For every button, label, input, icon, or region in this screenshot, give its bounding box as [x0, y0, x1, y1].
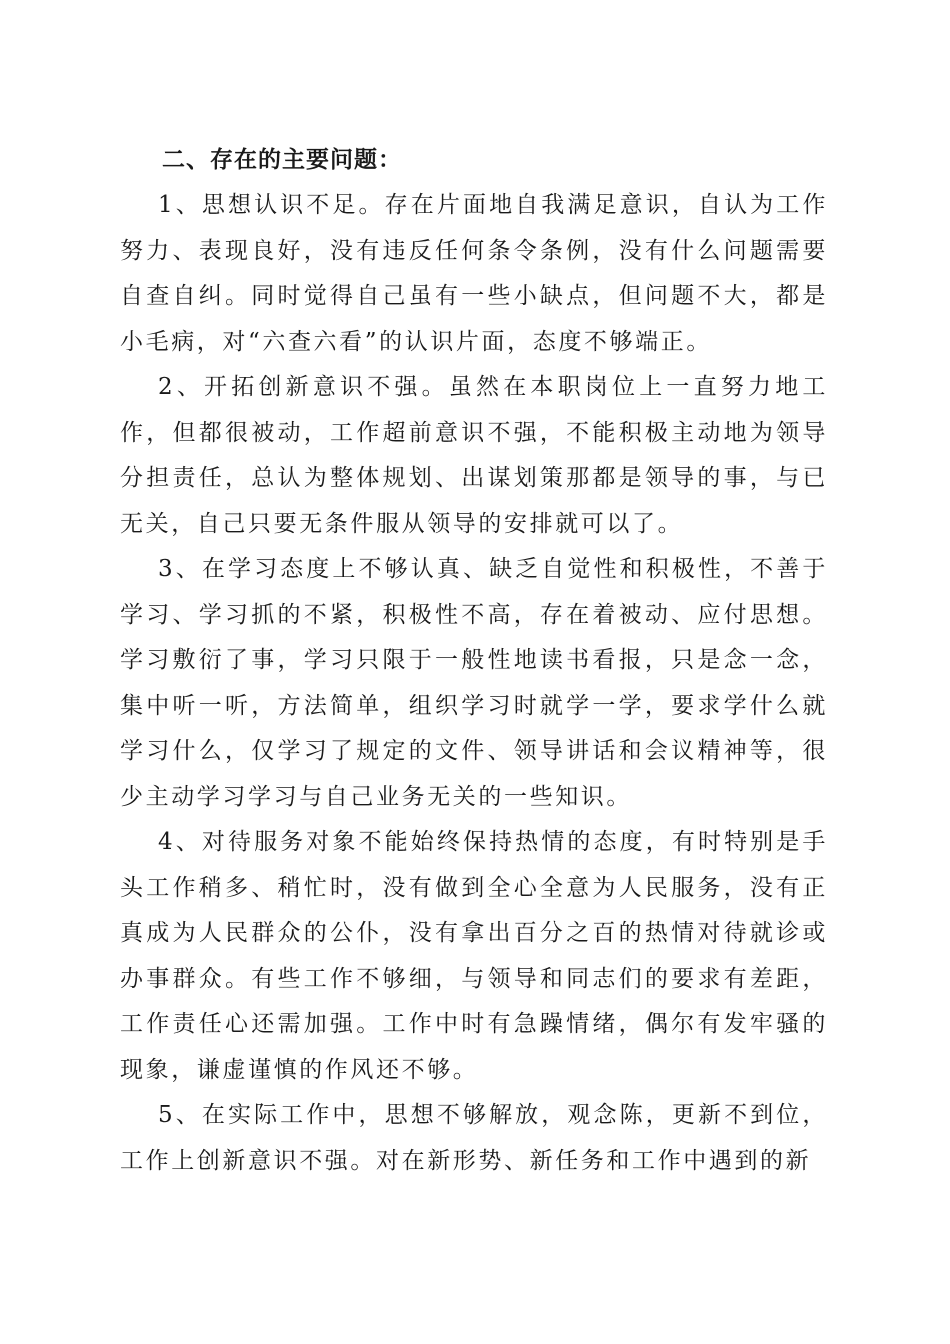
paragraph-3: 3、在学习态度上不够认真、缺乏自觉性和积极性，不善于学习、学习抓的不紧，积极性不高，存在着被动、应付思想。学习敷衍了事，学习只限于一般性地读书看报，只是念一念，集中听一听，方法简单，组织学习时就学一学，要求学什么就学习什么，仅学习了规定的文件、领导讲话和会议精神等，很少主动学习学习与自己业务无关的一些知识。	[120, 556, 828, 810]
document-body	[120, 138, 828, 1184]
paragraph-5: 5、在实际工作中，思想不够解放，观念陈，更新不到位，工作上创新意识不强。对在新形势、新任务和工作中遇到的新	[120, 1102, 828, 1174]
section-heading: 二、存在的主要问题：	[162, 147, 402, 173]
paragraph-2: 2、开拓创新意识不强。虽然在本职岗位上一直努力地工作，但都很被动，工作超前意识不强，不能积极主动地为领导分担责任，总认为整体规划、出谋划策那都是领导的事，与已无关，自己只要无条件服从领导的安排就可以了。	[120, 374, 828, 537]
paragraph-1: 1、思想认识不足。存在片面地自我满足意识，自认为工作努力、表现良好，没有违反任何条令条例，没有什么问题需要自查自纠。同时觉得自己虽有一些小缺点，但问题不大，都是小毛病，对“六查六看”的认识片面，态度不够端正。	[120, 192, 828, 355]
paragraph-4: 4、对待服务对象不能始终保持热情的态度，有时特别是手头工作稍多、稍忙时，没有做到全心全意为人民服务，没有正真成为人民群众的公仆，没有拿出百分之百的热情对待就诊或办事群众。有些工作不够细，与领导和同志们的要求有差距，工作责任心还需加强。工作中时有急躁情绪，偶尔有发牢骚的现象，谦虚谨慎的作风还不够。	[120, 829, 828, 1083]
